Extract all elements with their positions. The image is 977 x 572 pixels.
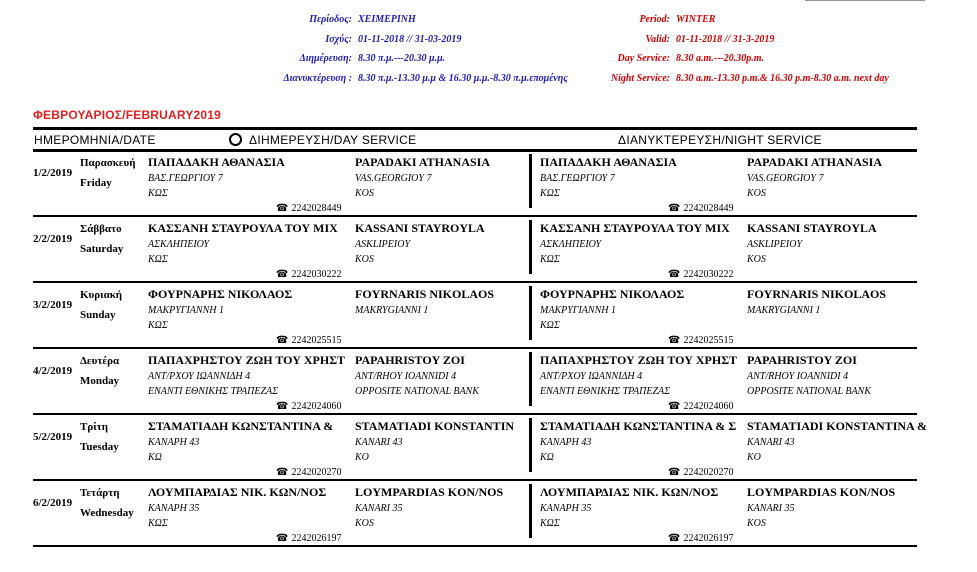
- night-address-en: KANARI 43: [747, 437, 795, 448]
- night-address-gr: ΚΩΣ: [540, 320, 560, 331]
- day-phone-number: 2242020270: [291, 467, 342, 478]
- night-pharmacy-name-en: STAMATIADI KONSTANTINA &: [747, 419, 928, 433]
- night-address-en: KOS: [747, 188, 766, 199]
- gr-day-value: 8.30 π.μ.---20.30 μ.μ.: [358, 53, 446, 64]
- en-day-label: Day Service:: [617, 53, 670, 64]
- circle-icon: [229, 133, 242, 146]
- en-valid-value: 01-11-2018 // 31-3-2019: [676, 34, 775, 45]
- day-address-en: KOS: [355, 518, 374, 529]
- night-address-en: KANARI 35: [747, 503, 795, 514]
- day-address-gr: ΚΩ: [148, 452, 162, 463]
- day-phone-number: 2242028449: [291, 203, 342, 214]
- service-divider: [529, 352, 532, 406]
- day-address-gr: ΚΑΝΑΡΗ 43: [148, 437, 200, 448]
- night-address-gr: ΑΣΚΛΗΠΕΙΟΥ: [540, 239, 602, 250]
- telephone-icon: ☎: [276, 467, 289, 478]
- day-pharmacy-name-gr: ΛΟΥΜΠΑΡΔΙΑΣ ΝΙΚ. ΚΩΝ/ΝΟΣ: [148, 485, 327, 499]
- telephone-icon: ☎: [276, 335, 289, 346]
- night-pharmacy-name-gr: ΠΑΠΑΔΑΚΗ ΑΘΑΝΑΣΙΑ: [540, 155, 677, 169]
- day-address-en: KO: [355, 452, 369, 463]
- night-address-gr: ΚΩΣ: [540, 188, 560, 199]
- night-address-gr: ΒΑΣ.ΓΕΩΡΓΙΟΥ 7: [540, 173, 615, 184]
- day-phone-number: 2242024060: [291, 401, 342, 412]
- row-day-en: Monday: [80, 375, 120, 387]
- night-phone-number: 2242024060: [683, 401, 734, 412]
- night-pharmacy-name-en: FOYRNARIS NIKOLAOS: [747, 287, 887, 301]
- day-phone: [276, 533, 341, 544]
- row-date: 5/2/2019: [33, 431, 73, 443]
- month-title: ΦΕΒΡΟΥΑΡΙΟΣ/FEBRUARY2019: [33, 108, 222, 122]
- row-day-en: Sunday: [80, 309, 116, 321]
- row-day-en: Tuesday: [80, 441, 119, 453]
- day-phone: [276, 203, 341, 214]
- day-phone-number: 2242026197: [291, 533, 342, 544]
- day-pharmacy-name-gr: ΦΟΥΡΝΑΡΗΣ ΝΙΚΟΛΑΟΣ: [148, 287, 293, 301]
- day-pharmacy-name-en: STAMATIADI KONSTANTIN: [355, 419, 515, 433]
- row-day-gr: Τετάρτη: [80, 487, 120, 499]
- day-pharmacy-name-en: KASSANI STAYROYLA: [355, 221, 485, 235]
- day-address-gr: ΜΑΚΡΥΓΙΑΝΝΗ 1: [148, 305, 224, 316]
- night-address-en: OPPOSITE NATIONAL BANK: [747, 386, 871, 397]
- telephone-icon: ☎: [276, 269, 289, 280]
- day-address-gr: ΚΑΝΑΡΗ 35: [148, 503, 200, 514]
- night-address-gr: ΜΑΚΡΥΓΙΑΝΝΗ 1: [540, 305, 616, 316]
- night-phone-number: 2242020270: [683, 467, 734, 478]
- day-pharmacy-name-gr: ΣΤΑΜΑΤΙΑΔΗ ΚΩΝΣΤΑΝΤΙΝΑ &: [148, 419, 334, 433]
- night-pharmacy-name-gr: ΦΟΥΡΝΑΡΗΣ ΝΙΚΟΛΑΟΣ: [540, 287, 685, 301]
- night-phone: [668, 203, 733, 214]
- telephone-icon: ☎: [668, 335, 681, 346]
- day-pharmacy-name-gr: ΚΑΣΣΑΝΗ ΣΤΑΥΡΟΥΛΑ ΤΟΥ ΜΙΧ: [148, 221, 338, 235]
- telephone-icon: ☎: [276, 203, 289, 214]
- row-day-gr: Παρασκευή: [80, 157, 136, 169]
- night-pharmacy-name-en: LOYMPARDIAS KON/NOS: [747, 485, 896, 499]
- gr-valid-label: Ισχύς:: [325, 34, 352, 45]
- day-address-gr: ΚΩΣ: [148, 320, 168, 331]
- night-phone-number: 2242030222: [683, 269, 734, 280]
- night-address-en: KOS: [747, 254, 766, 265]
- night-phone-number: 2242026197: [683, 533, 734, 544]
- col-day-service-header: ΔΙΗΜΕΡΕΥΣΗ/DAY SERVICE: [249, 133, 417, 147]
- day-pharmacy-name-en: PAPAHRISTOY ZOI: [355, 353, 465, 367]
- day-address-gr: ΑΝΤ/ΡΧΟΥ ΙΩΑΝΝΙΔΗ 4: [148, 371, 251, 382]
- day-address-gr: ΒΑΣ.ΓΕΩΡΓΙΟΥ 7: [148, 173, 223, 184]
- day-address-en: KOS: [355, 188, 374, 199]
- telephone-icon: ☎: [276, 401, 289, 412]
- day-phone: [276, 401, 341, 412]
- row-date: 6/2/2019: [33, 497, 73, 509]
- night-address-en: VAS.GEORGIOY 7: [747, 173, 824, 184]
- row-date: 4/2/2019: [33, 365, 73, 377]
- night-pharmacy-name-en: PAPAHRISTOY ZOI: [747, 353, 857, 367]
- gr-valid-value: 01-11-2018 // 31-03-2019: [358, 34, 462, 45]
- row-date: 1/2/2019: [33, 167, 73, 179]
- telephone-icon: ☎: [668, 269, 681, 280]
- night-phone: [668, 533, 733, 544]
- day-pharmacy-name-en: LOYMPARDIAS KON/NOS: [355, 485, 504, 499]
- day-address-en: KANARI 43: [355, 437, 403, 448]
- night-address-gr: ΚΩΣ: [540, 254, 560, 265]
- day-address-gr: ΕΝΑΝΤΙ ΕΘΝΙΚΗΣ ΤΡΑΠΕΖΑΣ: [148, 386, 279, 397]
- service-divider: [529, 220, 532, 274]
- night-pharmacy-name-gr: ΣΤΑΜΑΤΙΑΔΗ ΚΩΝΣΤΑΝΤΙΝΑ & Σ: [540, 419, 737, 433]
- row-day-gr: Τρίτη: [80, 421, 108, 433]
- day-phone-number: 2242025515: [291, 335, 342, 346]
- night-address-gr: ΕΝΑΝΤΙ ΕΘΝΙΚΗΣ ΤΡΑΠΕΖΑΣ: [540, 386, 671, 397]
- row-separator: [33, 281, 917, 283]
- night-address-en: KO: [747, 452, 761, 463]
- night-pharmacy-name-gr: ΠΑΠΑΧΡΗΣΤΟΥ ΖΩΗ ΤΟΥ ΧΡΗΣΤ: [540, 353, 738, 367]
- header-bottom-rule: [33, 149, 917, 152]
- table-top-rule: [33, 127, 917, 130]
- row-separator: [33, 215, 917, 217]
- en-night-value: 8.30 a.m.-13.30 p.m.& 16.30 p.m-8.30 a.m. next day: [676, 73, 889, 84]
- telephone-icon: ☎: [668, 533, 681, 544]
- row-day-gr: Σάββατο: [80, 223, 122, 235]
- day-address-en: KANARI 35: [355, 503, 403, 514]
- row-date: 3/2/2019: [33, 299, 73, 311]
- col-night-service-header: ΔΙΑΝΥΚΤΕΡΕΥΣΗ/NIGHT SERVICE: [618, 133, 822, 147]
- gr-day-label: Διημέρευση:: [299, 53, 352, 64]
- day-address-en: OPPOSITE NATIONAL BANK: [355, 386, 479, 397]
- night-phone: [668, 401, 733, 412]
- gr-night-value: 8.30 π.μ.-13.30 μ.μ & 16.30 μ.μ.-8.30 π.μ.επομένης: [358, 73, 568, 84]
- en-night-label: Night Service:: [610, 73, 670, 84]
- day-pharmacy-name-en: PAPADAKI ATHANASIA: [355, 155, 491, 169]
- col-date-header: ΗΜΕΡΟΜΗΝΙΑ/DATE: [34, 133, 156, 147]
- row-day-gr: Δευτέρα: [80, 355, 120, 367]
- en-period-value: WINTER: [676, 14, 716, 25]
- night-address-en: KOS: [747, 518, 766, 529]
- day-address-en: KOS: [355, 254, 374, 265]
- day-pharmacy-name-gr: ΠΑΠΑΔΑΚΗ ΑΘΑΝΑΣΙΑ: [148, 155, 285, 169]
- night-address-gr: ΚΑΝΑΡΗ 43: [540, 437, 592, 448]
- row-day-en: Saturday: [80, 243, 124, 255]
- night-pharmacy-name-gr: ΛΟΥΜΠΑΡΔΙΑΣ ΝΙΚ. ΚΩΝ/ΝΟΣ: [540, 485, 719, 499]
- top-divider: [805, 0, 925, 1]
- day-phone: [276, 269, 341, 280]
- day-address-gr: ΚΩΣ: [148, 254, 168, 265]
- day-address-gr: ΚΩΣ: [148, 188, 168, 199]
- day-address-en: MAKRYGIANNI 1: [355, 305, 429, 316]
- row-day-gr: Κυριακή: [80, 289, 123, 301]
- night-address-gr: ΚΩ: [540, 452, 554, 463]
- en-day-value: 8.30 a.m.---20.30p.m.: [676, 53, 765, 64]
- day-address-en: VAS.GEORGIOY 7: [355, 173, 432, 184]
- day-address-gr: ΑΣΚΛΗΠΕΙΟΥ: [148, 239, 210, 250]
- day-address-en: ANT/RHOY IOANNIDI 4: [355, 371, 457, 382]
- day-phone: [276, 467, 341, 478]
- day-address-en: ASKLIPEIOY: [355, 239, 410, 250]
- row-day-en: Friday: [80, 177, 112, 189]
- night-phone: [668, 467, 733, 478]
- service-divider: [529, 484, 532, 538]
- row-separator: [33, 347, 917, 349]
- gr-period-value: ΧΕΙΜΕΡΙΝΗ: [358, 14, 416, 25]
- en-period-label: Period:: [639, 14, 670, 25]
- row-date: 2/2/2019: [33, 233, 73, 245]
- night-phone-number: 2242025515: [683, 335, 734, 346]
- service-divider: [529, 286, 532, 340]
- night-pharmacy-name-en: PAPADAKI ATHANASIA: [747, 155, 883, 169]
- night-pharmacy-name-en: KASSANI STAYROYLA: [747, 221, 877, 235]
- en-valid-label: Valid:: [645, 34, 670, 45]
- telephone-icon: ☎: [668, 203, 681, 214]
- day-pharmacy-name-gr: ΠΑΠΑΧΡΗΣΤΟΥ ΖΩΗ ΤΟΥ ΧΡΗΣΤ: [148, 353, 346, 367]
- service-divider: [529, 418, 532, 472]
- row-separator: [33, 413, 917, 415]
- night-phone-number: 2242028449: [683, 203, 734, 214]
- night-address-gr: ΚΩΣ: [540, 518, 560, 529]
- row-day-en: Wednesday: [80, 507, 134, 519]
- telephone-icon: ☎: [668, 401, 681, 412]
- night-phone: [668, 269, 733, 280]
- row-separator: [33, 545, 917, 547]
- night-address-en: MAKRYGIANNI 1: [747, 305, 821, 316]
- row-separator: [33, 479, 917, 481]
- night-pharmacy-name-gr: ΚΑΣΣΑΝΗ ΣΤΑΥΡΟΥΛΑ ΤΟΥ ΜΙΧ: [540, 221, 730, 235]
- day-pharmacy-name-en: FOYRNARIS NIKOLAOS: [355, 287, 495, 301]
- night-address-en: ANT/RHOY IOANNIDI 4: [747, 371, 849, 382]
- night-address-gr: ΚΑΝΑΡΗ 35: [540, 503, 592, 514]
- night-address-en: ASKLIPEIOY: [747, 239, 802, 250]
- telephone-icon: ☎: [668, 467, 681, 478]
- gr-period-label: Περίοδος:: [309, 14, 352, 25]
- day-phone-number: 2242030222: [291, 269, 342, 280]
- night-phone: [668, 335, 733, 346]
- day-phone: [276, 335, 341, 346]
- telephone-icon: ☎: [276, 533, 289, 544]
- day-address-gr: ΚΩΣ: [148, 518, 168, 529]
- night-address-gr: ΑΝΤ/ΡΧΟΥ ΙΩΑΝΝΙΔΗ 4: [540, 371, 643, 382]
- service-divider: [529, 154, 532, 208]
- gr-night-label: Διανυκτέρευση :: [283, 73, 352, 84]
